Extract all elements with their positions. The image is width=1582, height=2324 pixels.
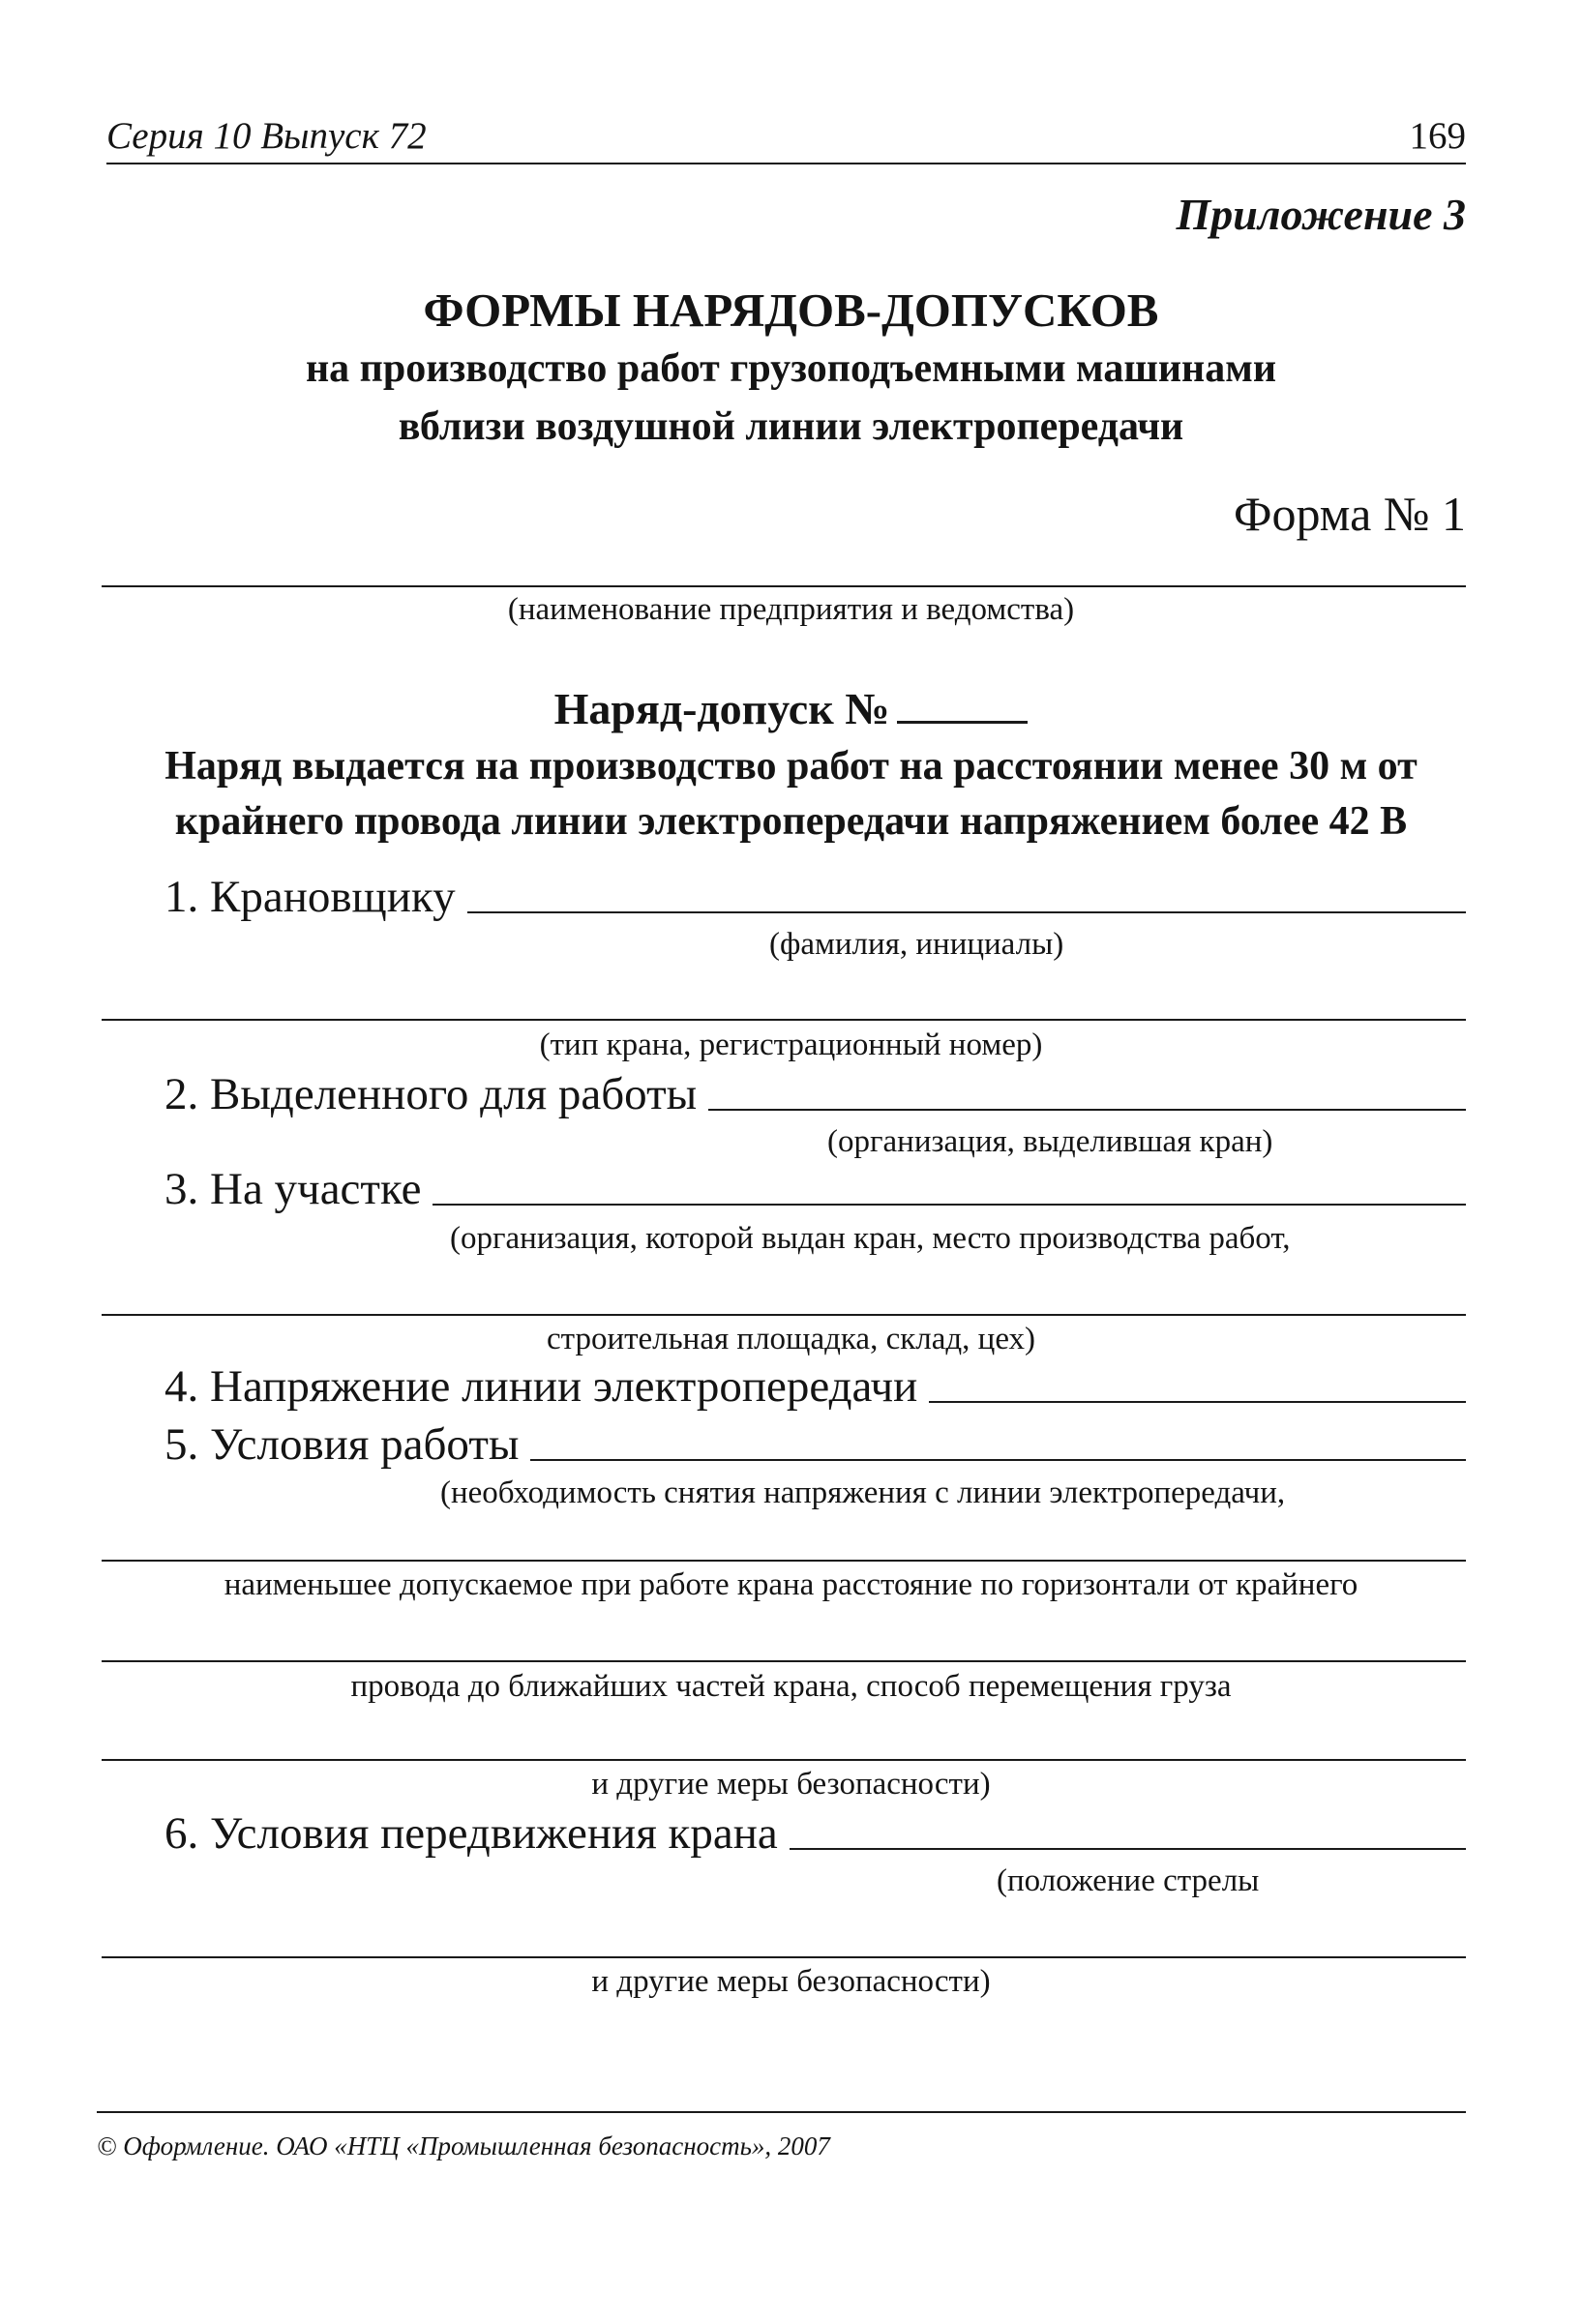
- site-caption: (организация, которой выдан кран, место производства работ,: [450, 1221, 1291, 1256]
- crane-operator-fill-line[interactable]: [467, 909, 1466, 913]
- movement-label: 6. Условия передвижения крана: [164, 1808, 778, 1859]
- form-number: Форма № 1: [1234, 487, 1466, 541]
- conditions-fill-line-3[interactable]: [102, 1660, 1466, 1662]
- allocated-caption: (организация, выделившая кран): [827, 1124, 1273, 1159]
- conditions-fill-line-4[interactable]: [102, 1759, 1466, 1761]
- series-label: Серия 10 Выпуск 72: [106, 115, 427, 157]
- permit-label: Наряд-допуск №: [553, 684, 890, 733]
- voltage-fill-line[interactable]: [929, 1399, 1466, 1403]
- field-allocated[interactable]: [164, 1066, 1466, 1120]
- movement-caption-2: и другие меры безопасности): [591, 1964, 991, 1999]
- field-movement[interactable]: [164, 1805, 1466, 1860]
- permit-issued-line-2: крайнего провода линии электропередачи напряжением более 42 В: [174, 799, 1408, 844]
- appendix-label: Приложение 3: [1176, 190, 1466, 239]
- page-subtitle-line-1: на производство работ грузоподъемными машинами: [305, 346, 1277, 391]
- movement-caption: (положение стрелы: [997, 1863, 1260, 1898]
- conditions-caption-3: провода до ближайших частей крана, способ перемещения груза: [350, 1669, 1232, 1704]
- page-subtitle-line-2: вблизи воздушной линии электропередачи: [398, 404, 1184, 449]
- crane-type-caption: (тип крана, регистрационный номер): [539, 1028, 1043, 1062]
- site-continued-fill-line[interactable]: [102, 1314, 1466, 1316]
- movement-fill-line[interactable]: [790, 1846, 1466, 1850]
- site-fill-line[interactable]: [433, 1202, 1466, 1206]
- conditions-caption-2: наименьшее допускаемое при работе крана расстояние по горизонтали от крайнего: [224, 1567, 1358, 1602]
- crane-type-fill-line[interactable]: [102, 1019, 1466, 1021]
- field-conditions[interactable]: [164, 1416, 1466, 1471]
- header-rule: [106, 163, 1466, 164]
- voltage-label: 4. Напряжение линии электропередачи: [164, 1361, 918, 1412]
- conditions-caption: (необходимость снятия напряжения с линии электропередачи,: [440, 1475, 1286, 1510]
- site-caption-continued: строительная площадка, склад, цех): [546, 1322, 1036, 1356]
- conditions-fill-line[interactable]: [530, 1457, 1466, 1461]
- permit-issued-line-1: Наряд выдается на производство работ на расстоянии менее 30 м от: [164, 744, 1418, 789]
- movement-fill-line-2[interactable]: [102, 1956, 1466, 1958]
- organization-caption: (наименование предприятия и ведомства): [507, 592, 1075, 627]
- crane-operator-label: 1. Крановщику: [164, 872, 456, 922]
- conditions-caption-4: и другие меры безопасности): [591, 1767, 991, 1802]
- permit-number-blank[interactable]: [897, 688, 1028, 724]
- allocated-fill-line[interactable]: [708, 1107, 1466, 1111]
- field-voltage[interactable]: [164, 1358, 1466, 1413]
- organization-fill-line[interactable]: [102, 585, 1466, 587]
- permit-heading: [0, 683, 1582, 734]
- field-crane-operator[interactable]: [164, 869, 1466, 923]
- copyright-text: © Оформление. ОАО «НТЦ «Промышленная безопасность», 2007: [97, 2131, 830, 2160]
- conditions-fill-line-2[interactable]: [102, 1560, 1466, 1562]
- page-title: ФОРМЫ НАРЯДОВ-ДОПУСКОВ: [423, 283, 1159, 337]
- site-label: 3. На участке: [164, 1164, 422, 1214]
- footer-rule: [97, 2111, 1466, 2113]
- page-number: 169: [1409, 115, 1466, 157]
- field-site[interactable]: [164, 1161, 1466, 1215]
- conditions-label: 5. Условия работы: [164, 1419, 520, 1470]
- allocated-label: 2. Выделенного для работы: [164, 1069, 698, 1119]
- crane-operator-caption: (фамилия, инициалы): [769, 927, 1064, 962]
